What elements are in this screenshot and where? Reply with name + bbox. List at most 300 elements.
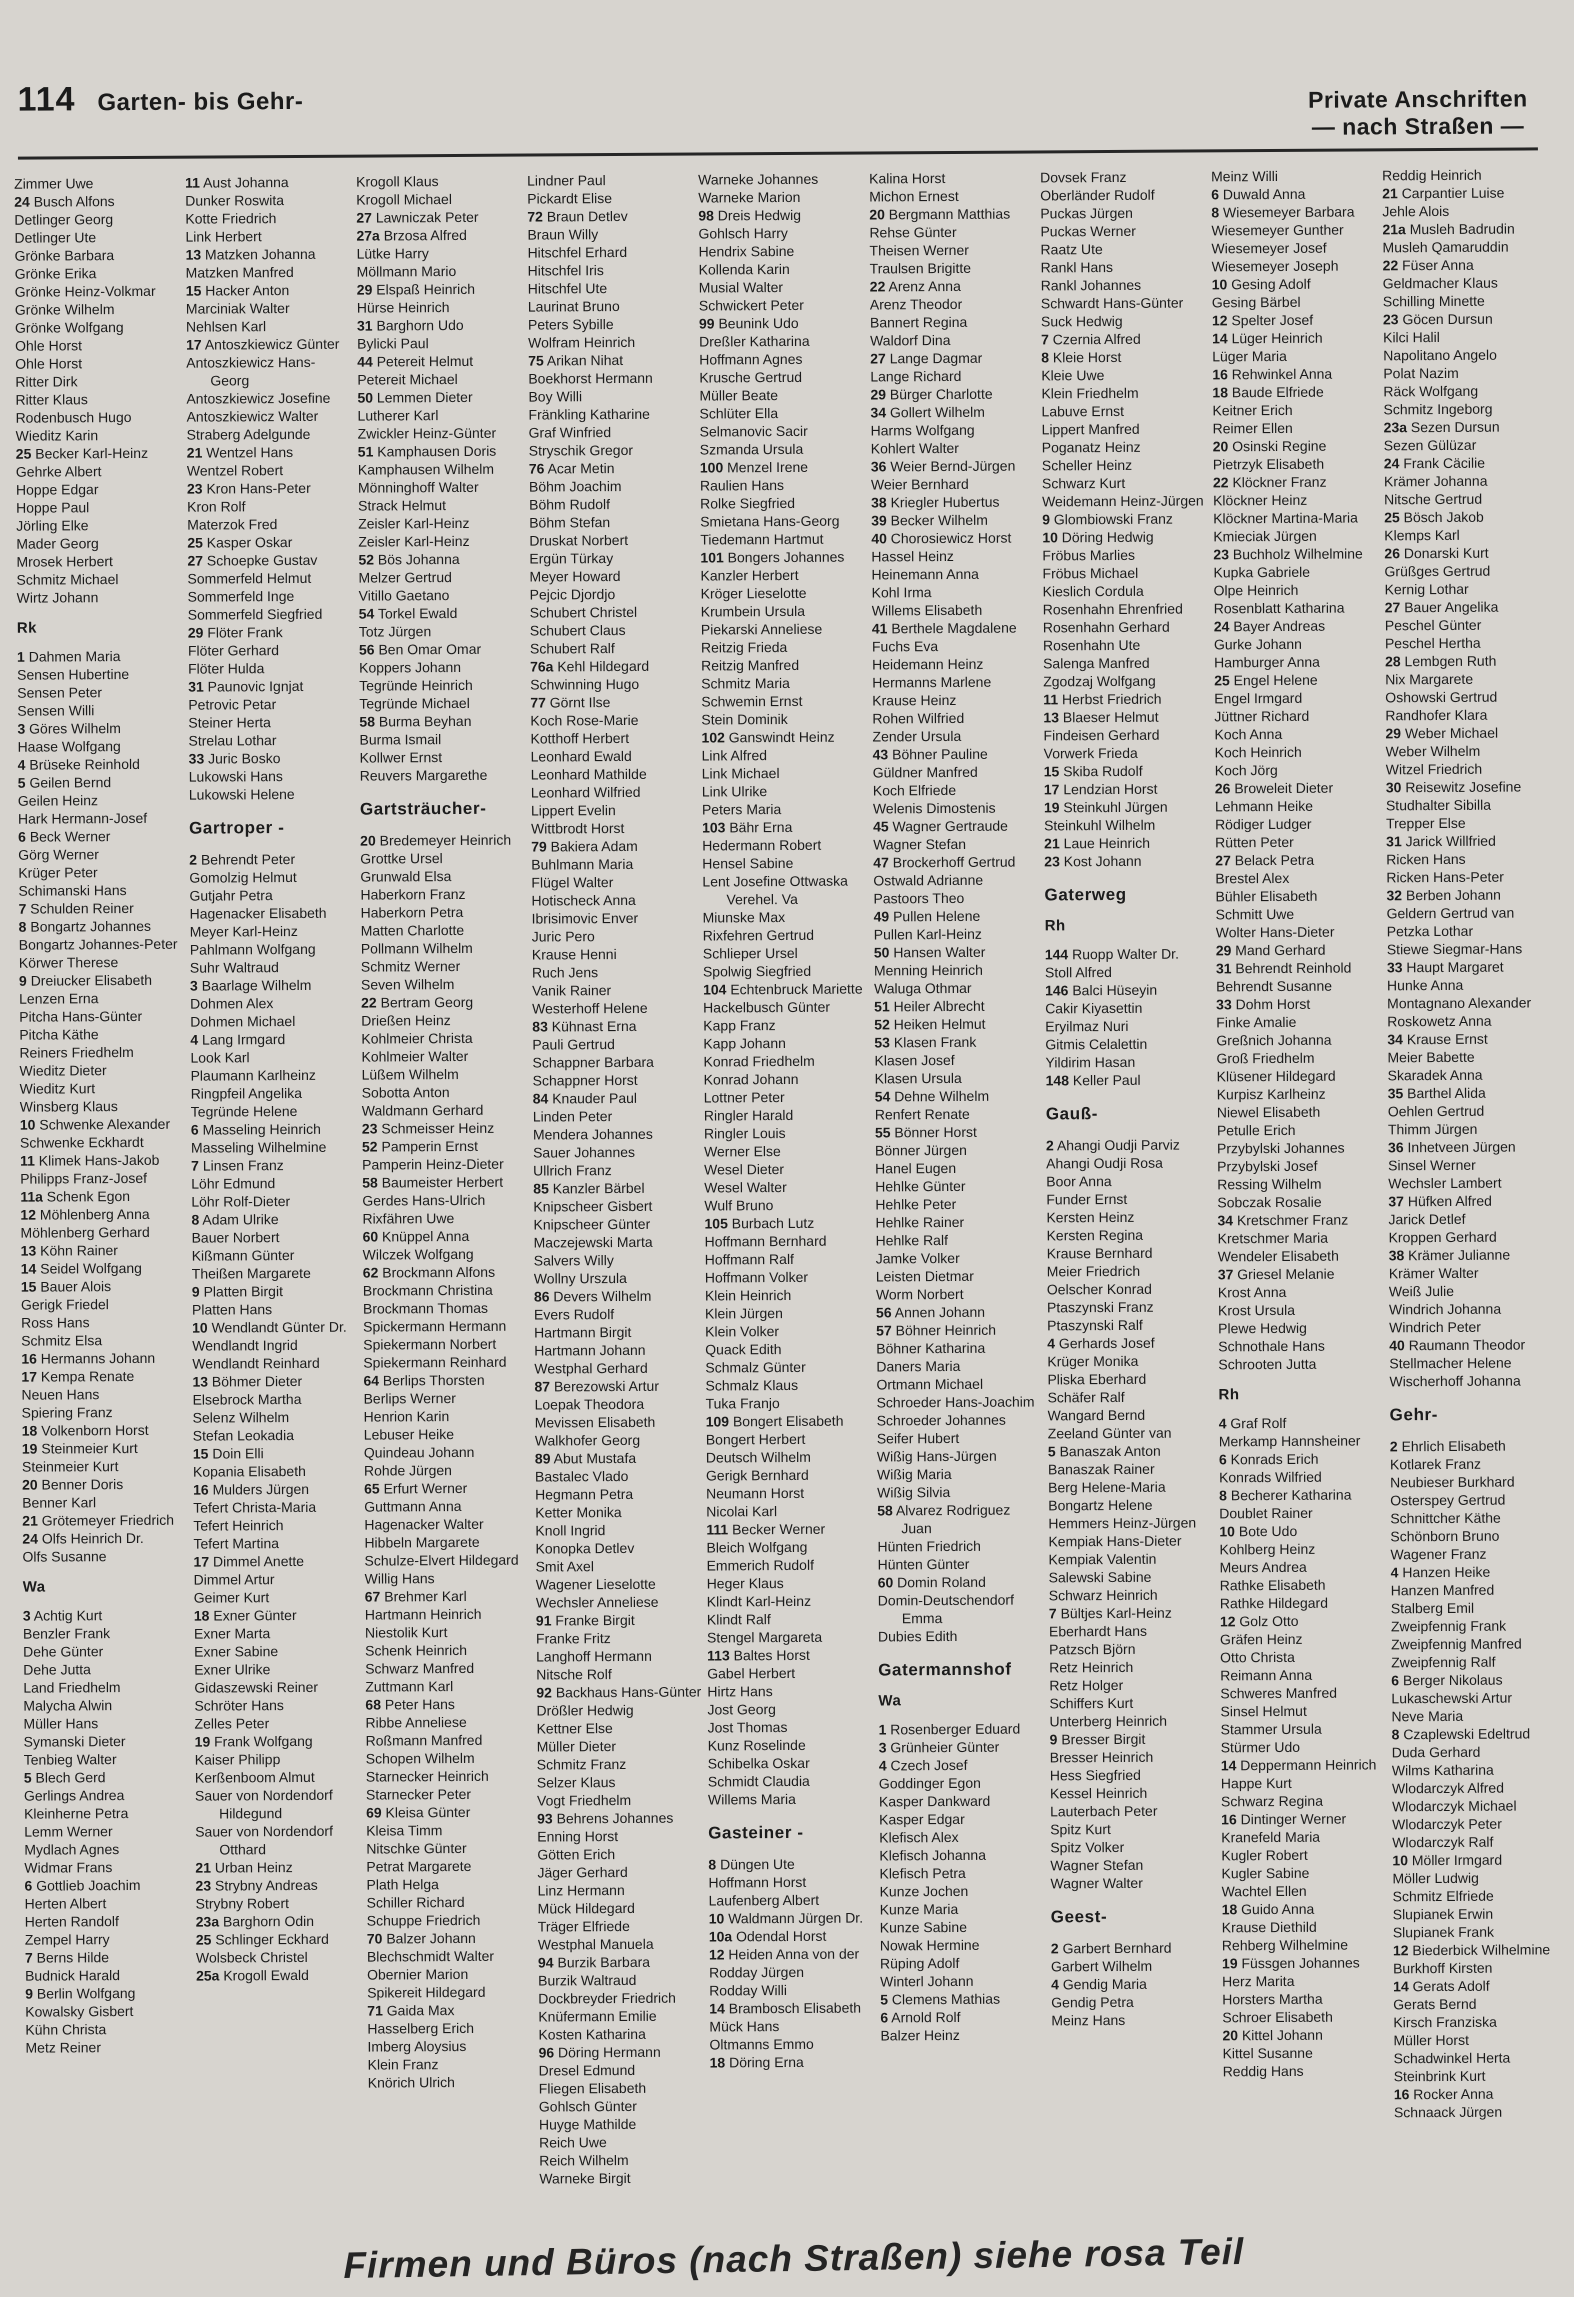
directory-entry: 13 Köhn Rainer bbox=[20, 1242, 118, 1259]
directory-entry: 21a Musleh Badrudin bbox=[1382, 220, 1515, 238]
district-heading: Rh bbox=[1218, 1386, 1240, 1404]
directory-entry: Detlinger Ute bbox=[14, 229, 97, 246]
directory-entry: 41 Berthele Magdalene bbox=[871, 619, 1017, 637]
directory-entry: 9 Platten Birgit bbox=[191, 1283, 283, 1300]
directory-entry: Finke Amalie bbox=[1216, 1013, 1297, 1031]
directory-entry: Kleisa Timm bbox=[366, 1822, 443, 1839]
directory-entry: Vogt Friedhelm bbox=[536, 1791, 632, 1809]
directory-entry: Reimer Ellen bbox=[1212, 419, 1293, 437]
directory-entry: Steinbrink Kurt bbox=[1393, 2067, 1486, 2085]
directory-entry: Ibrisimovic Enver bbox=[531, 909, 639, 927]
directory-entry: Krumbein Ursula bbox=[700, 602, 806, 620]
directory-entry: Duda Gerhard bbox=[1391, 1743, 1481, 1761]
directory-entry: Zweipfennig Manfred bbox=[1391, 1635, 1522, 1653]
directory-entry: Böhm Stefan bbox=[529, 514, 611, 531]
directory-entry: Loepak Theodora bbox=[534, 1395, 645, 1413]
directory-entry: Klasen Ursula bbox=[874, 1069, 962, 1087]
directory-entry: Kempiak Hans-Dieter bbox=[1048, 1532, 1182, 1550]
directory-entry: Hoffmann Agnes bbox=[699, 350, 803, 368]
directory-entry: 34 Gollert Wilhelm bbox=[870, 403, 985, 421]
directory-entry: Warneke Birgit bbox=[539, 2169, 631, 2187]
directory-entry: Otto Christa bbox=[1220, 1648, 1295, 1666]
directory-entry: Gerdes Hans-Ulrich bbox=[362, 1191, 486, 1209]
directory-entry: Hagenacker Elisabeth bbox=[189, 904, 327, 922]
directory-entry: Emmerich Rudolf bbox=[706, 1556, 814, 1574]
directory-entry: 76a Kehl Hildegard bbox=[530, 657, 650, 675]
directory-entry: Olpe Heinrich bbox=[1213, 581, 1299, 599]
directory-entry: Ringler Louis bbox=[703, 1125, 786, 1142]
directory-entry: 33 Haupt Margaret bbox=[1386, 958, 1504, 976]
directory-entry: Graf Winfried bbox=[528, 424, 612, 441]
directory-entry: 17 Lendzian Horst bbox=[1043, 780, 1158, 798]
directory-entry: Oberländer Rudolf bbox=[1040, 186, 1155, 204]
directory-entry: Waldmann Gerhard bbox=[361, 1101, 484, 1119]
directory-entry: 29 Bürger Charlotte bbox=[870, 385, 993, 403]
directory-entry: Linden Peter bbox=[532, 1108, 613, 1125]
directory-entry: Ketter Monika bbox=[535, 1504, 622, 1521]
directory-entry: Bongartz Helene bbox=[1048, 1496, 1153, 1514]
directory-entry: Scheller Heinz bbox=[1041, 456, 1133, 474]
directory-entry: Schlieper Ursel bbox=[702, 944, 798, 962]
directory-entry: Konopka Detlev bbox=[535, 1539, 635, 1557]
directory-entry: 28 Lembgen Ruth bbox=[1385, 652, 1497, 670]
directory-entry: Schrooten Jutta bbox=[1218, 1355, 1317, 1373]
directory-entry: 19 Steinkuhl Jürgen bbox=[1043, 798, 1168, 816]
directory-entry: Grönke Barbara bbox=[14, 247, 115, 264]
directory-entry: Petrovic Petar bbox=[188, 696, 277, 713]
directory-entry: 60 Knüppel Anna bbox=[362, 1227, 470, 1245]
directory-entry: Fuchs Eva bbox=[871, 638, 939, 655]
directory-entry: Kohlmeier Christa bbox=[361, 1029, 473, 1047]
directory-entry: Selenz Wilhelm bbox=[192, 1409, 290, 1426]
directory-entry: Kerßenboom Almut bbox=[194, 1768, 315, 1786]
directory-entry: Kotthoff Herbert bbox=[530, 729, 630, 747]
directory-entry: Greßnich Johanna bbox=[1216, 1031, 1332, 1049]
directory-entry: Bresser Heinrich bbox=[1049, 1748, 1154, 1766]
directory-entry: Haberkorn Franz bbox=[360, 885, 466, 903]
directory-entry: Ricken Hans bbox=[1386, 850, 1466, 868]
directory-entry: Kanzler Herbert bbox=[700, 566, 799, 584]
directory-entry: Cakir Kiyasettin bbox=[1045, 999, 1143, 1017]
directory-entry: Schmitz Maria bbox=[701, 674, 790, 692]
directory-entry: 109 Bongert Elisabeth bbox=[705, 1412, 844, 1430]
directory-entry: 40 Raumann Theodor bbox=[1389, 1336, 1526, 1354]
column-9 bbox=[1382, 165, 1560, 2216]
directory-entry: Boor Anna bbox=[1046, 1173, 1112, 1190]
directory-entry: 54 Torkel Ewald bbox=[358, 605, 458, 622]
directory-entry: 64 Berlips Thorsten bbox=[363, 1371, 485, 1389]
directory-entry: Wangard Bernd bbox=[1047, 1406, 1146, 1424]
directory-entry: Leonhard Mathilde bbox=[530, 765, 647, 783]
directory-entry: Henrion Karin bbox=[363, 1408, 450, 1425]
directory-entry: 32 Berben Johann bbox=[1386, 886, 1501, 904]
directory-entry: Konrad Friedhelm bbox=[703, 1052, 815, 1070]
directory-entry: 40 Chorosiewicz Horst bbox=[871, 529, 1012, 547]
directory-entry: Budnick Harald bbox=[25, 1967, 121, 1984]
directory-entry: Hibbeln Margarete bbox=[364, 1533, 480, 1551]
directory-entry: Gidaszewski Reiner bbox=[194, 1678, 319, 1696]
directory-entry: Lippert Evelin bbox=[530, 802, 616, 819]
directory-entry: Dubies Edith bbox=[877, 1627, 958, 1645]
directory-entry: Ostwald Adrianne bbox=[873, 871, 984, 889]
directory-entry: Wendeler Elisabeth bbox=[1217, 1247, 1339, 1265]
directory-entry: Wieditz Kurt bbox=[19, 1080, 96, 1097]
directory-entry: Heger Klaus bbox=[706, 1575, 784, 1592]
directory-entry: 6 Masseling Heinrich bbox=[190, 1120, 321, 1138]
directory-entry: Schröter Hans bbox=[194, 1697, 284, 1714]
directory-entry: Goddinger Egon bbox=[878, 1774, 981, 1792]
directory-entry: Kasper Dankward bbox=[878, 1792, 991, 1810]
directory-entry: Stalberg Emil bbox=[1390, 1599, 1475, 1617]
directory-entry: Szmanda Ursula bbox=[699, 440, 804, 458]
directory-entry: Sensen Hubertine bbox=[17, 666, 130, 683]
directory-entry: 18 Guido Anna bbox=[1221, 1900, 1315, 1918]
directory-entry: 7 Czernia Alfred bbox=[1041, 330, 1141, 348]
directory-entry: Gendig Petra bbox=[1051, 1993, 1134, 2011]
district-heading: Rk bbox=[16, 619, 38, 637]
directory-entry: 27 Lange Dagmar bbox=[870, 349, 983, 367]
directory-entry: Hehlke Ralf bbox=[875, 1232, 949, 1249]
directory-entry: 8 Adam Ulrike bbox=[191, 1211, 279, 1228]
directory-entry: Link Michael bbox=[701, 765, 780, 782]
directory-entry: Meier Friedrich bbox=[1046, 1262, 1141, 1280]
directory-entry: 44 Petereit Helmut bbox=[357, 352, 474, 370]
directory-entry: Sommerfeld Siegfried bbox=[187, 605, 323, 623]
directory-entry: Behrendt Susanne bbox=[1215, 977, 1333, 995]
directory-entry: Napolitano Angelo bbox=[1383, 346, 1497, 364]
directory-entry: Petrat Margarete bbox=[366, 1857, 472, 1875]
directory-entry: Wißig Silvia bbox=[877, 1484, 951, 1501]
directory-entry: Petereit Michael bbox=[357, 370, 458, 388]
directory-entry: 148 Keller Paul bbox=[1045, 1071, 1141, 1089]
directory-entry: 68 Peter Hans bbox=[365, 1696, 455, 1713]
directory-entry: 55 Bönner Horst bbox=[874, 1123, 977, 1141]
directory-entry: Ullrich Franz bbox=[533, 1162, 612, 1179]
directory-entry: Lukowski Helene bbox=[188, 786, 295, 803]
directory-entry: Benzler Frank bbox=[22, 1625, 111, 1642]
directory-entry: Hedermann Robert bbox=[702, 836, 822, 854]
directory-entry: Wieditz Dieter bbox=[19, 1062, 107, 1079]
directory-entry: Elsebrock Martha bbox=[192, 1390, 302, 1408]
directory-entry: Sobczak Rosalie bbox=[1217, 1193, 1322, 1211]
directory-entry: Malycha Alwin bbox=[23, 1697, 113, 1714]
directory-entry: Land Friedhelm bbox=[23, 1679, 121, 1696]
directory-entry: 37 Griesel Melanie bbox=[1217, 1265, 1335, 1283]
directory-entry: Kugler Robert bbox=[1221, 1846, 1308, 1864]
district-heading: Wa bbox=[878, 1692, 902, 1710]
directory-entry: 8 Becherer Katharina bbox=[1219, 1486, 1352, 1504]
directory-entry: 35 Barthel Alida bbox=[1387, 1084, 1486, 1102]
directory-entry: Schroer Elisabeth bbox=[1222, 2008, 1333, 2026]
directory-entry: 89 Abut Mustafa bbox=[534, 1449, 637, 1467]
directory-entry: Schnittcher Käthe bbox=[1390, 1509, 1501, 1527]
directory-entry: Lottner Peter bbox=[703, 1089, 785, 1106]
directory-entry: 20 Kittel Johann bbox=[1222, 2026, 1323, 2044]
directory-entry: 16 Rehwinkel Anna bbox=[1212, 365, 1333, 383]
directory-entry: Eryilmaz Nuri bbox=[1045, 1017, 1129, 1035]
directory-entry: 21 Grötemeyer Friedrich bbox=[22, 1511, 175, 1529]
directory-entry: Hamburger Anna bbox=[1214, 653, 1320, 671]
directory-entry: Wlodarczyk Peter bbox=[1392, 1815, 1502, 1833]
directory-entry: Salewski Sabine bbox=[1048, 1568, 1152, 1586]
directory-entry: 14 Lüger Heinrich bbox=[1212, 329, 1323, 347]
directory-entry: Nicolai Karl bbox=[706, 1503, 778, 1520]
page-title: Garten- bis Gehr- bbox=[97, 87, 304, 117]
directory-entry: Kaiser Philipp bbox=[194, 1751, 281, 1768]
directory-entry: Bleich Wolfgang bbox=[706, 1538, 808, 1556]
directory-entry: 7 Berns Hilde bbox=[24, 1949, 110, 1966]
directory-entry: Schwarz Heinrich bbox=[1048, 1586, 1158, 1604]
directory-entry: 12 Spelter Josef bbox=[1211, 311, 1314, 329]
directory-entry: Hartmann Heinrich bbox=[364, 1605, 482, 1623]
directory-entry: Rosenhahn Ehrenfried bbox=[1042, 600, 1183, 618]
directory-entry: Klefisch Petra bbox=[879, 1864, 966, 1882]
directory-entry: 8 Bongartz Johannes bbox=[18, 917, 152, 935]
directory-entry: Vitillo Gaetano bbox=[358, 587, 450, 604]
directory-entry: 102 Ganswindt Heinz bbox=[701, 728, 835, 746]
directory-entry: Wachtel Ellen bbox=[1221, 1882, 1307, 1900]
column-5 bbox=[698, 170, 876, 2221]
directory-entry: Kohlberg Heinz bbox=[1219, 1540, 1316, 1558]
directory-entry: 4 Hanzen Heike bbox=[1390, 1563, 1491, 1581]
directory-entry: Hehlke Peter bbox=[875, 1195, 957, 1213]
directory-entry: 39 Becker Wilhelm bbox=[871, 511, 988, 529]
directory-entry: Wagner Stefan bbox=[1050, 1856, 1144, 1874]
directory-entry: Kretschmer Maria bbox=[1217, 1229, 1329, 1247]
directory-entry: Jäger Gerhard bbox=[537, 1863, 628, 1881]
directory-entry: 12 Heiden Anna von der bbox=[708, 1945, 860, 1963]
street-heading: Gartroper - bbox=[188, 818, 285, 838]
directory-entry: Selzer Klaus bbox=[536, 1774, 616, 1791]
directory-entry: Lindner Paul bbox=[527, 172, 606, 189]
directory-entry: Peschel Hertha bbox=[1384, 634, 1481, 652]
directory-entry: 11 Aust Johanna bbox=[185, 174, 289, 191]
directory-entry: Exner Marta bbox=[193, 1625, 271, 1642]
directory-entry: Gerlings Andrea bbox=[23, 1787, 125, 1804]
street-heading: Gatermannshof bbox=[878, 1659, 1012, 1680]
directory-entry: Harms Wolfgang bbox=[870, 421, 975, 439]
directory-entry: Wagner Stefan bbox=[873, 835, 967, 853]
directory-entry: Schimanski Hans bbox=[18, 882, 127, 899]
directory-entry: Bylicki Paul bbox=[357, 335, 429, 352]
directory-entry: Raulien Hans bbox=[699, 477, 785, 494]
directory-entry: 2 Garbert Bernhard bbox=[1050, 1939, 1172, 1957]
directory-entry: Windrich Peter bbox=[1389, 1318, 1481, 1336]
directory-entry: Hanzen Manfred bbox=[1390, 1581, 1495, 1599]
directory-entry: Kirsch Franziska bbox=[1393, 2013, 1497, 2031]
directory-entry: Lebuser Heike bbox=[363, 1426, 455, 1443]
directory-entry: Tefert Christa-Maria bbox=[193, 1498, 317, 1516]
directory-entry: Leonhard Ewald bbox=[530, 747, 632, 765]
directory-entry: Kernig Lothar bbox=[1384, 580, 1469, 598]
directory-entry: 23 Buchholz Wilhelmine bbox=[1213, 545, 1363, 563]
directory-entry: Nowak Hermine bbox=[879, 1936, 980, 1954]
directory-entry: Hürse Heinrich bbox=[356, 299, 450, 316]
directory-entry: Masseling Wilhelmine bbox=[190, 1138, 327, 1156]
directory-entry: Rolke Siegfried bbox=[700, 494, 796, 512]
directory-entry: Hehlke Rainer bbox=[875, 1213, 965, 1231]
directory-entry: Sezen Gülüzar bbox=[1383, 436, 1477, 454]
directory-entry: 34 Kretschmer Franz bbox=[1217, 1211, 1349, 1229]
directory-entry: Oelscher Konrad bbox=[1046, 1280, 1152, 1298]
directory-entry: Stryschik Gregor bbox=[528, 441, 634, 459]
directory-entry: Krämer Walter bbox=[1388, 1264, 1479, 1282]
directory-entry: Witzel Friedrich bbox=[1385, 760, 1483, 778]
directory-entry: Braun Willy bbox=[527, 226, 599, 243]
directory-entry: Bastalec Vlado bbox=[534, 1467, 629, 1485]
directory-entry: 104 Echtenbruck Mariette bbox=[702, 980, 863, 998]
directory-entry: Sommerfeld Inge bbox=[187, 587, 295, 605]
directory-entry: 3 Baarlage Wilhelm bbox=[189, 976, 312, 994]
directory-entry: 23a Barghorn Odin bbox=[195, 1912, 315, 1930]
directory-entry: Trepper Else bbox=[1385, 814, 1466, 832]
directory-entry: Garbert Wilhelm bbox=[1050, 1957, 1153, 1975]
directory-entry: Berg Helene-Maria bbox=[1048, 1478, 1166, 1496]
directory-entry: 50 Hansen Walter bbox=[873, 943, 986, 961]
directory-entry: Salenga Manfred bbox=[1043, 654, 1150, 672]
directory-entry: Westphal Gerhard bbox=[534, 1359, 648, 1377]
directory-entry: Schäfer Ralf bbox=[1047, 1388, 1125, 1406]
directory-entry: Wißig Maria bbox=[876, 1466, 952, 1483]
directory-entry: 6 Konrads Erich bbox=[1218, 1450, 1319, 1468]
directory-entry: Evers Rudolf bbox=[533, 1306, 615, 1323]
directory-entry: Konrads Wilfried bbox=[1218, 1468, 1322, 1486]
directory-entry: Domin-Deutschendorf Emma bbox=[877, 1591, 1014, 1627]
directory-entry: Melzer Gertrud bbox=[358, 569, 452, 586]
directory-entry: Merkamp Hannsheiner bbox=[1218, 1432, 1361, 1450]
directory-entry: 14 Brambosch Elisabeth bbox=[709, 1999, 862, 2017]
directory-entry: 6 Berger Nikolaus bbox=[1391, 1671, 1503, 1689]
directory-entry: 60 Domin Roland bbox=[877, 1573, 986, 1591]
directory-entry: Obernier Marion bbox=[367, 1965, 469, 1983]
directory-entry: Winsberg Klaus bbox=[19, 1098, 118, 1115]
directory-entry: 23 Göcen Dursun bbox=[1382, 310, 1493, 328]
directory-entry: Kittel Susanne bbox=[1222, 2044, 1313, 2062]
directory-entry: 15 Bauer Alois bbox=[20, 1278, 112, 1295]
directory-entry: 52 Pamperin Ernst bbox=[361, 1137, 478, 1155]
directory-entry: Klefisch Johanna bbox=[879, 1846, 987, 1864]
directory-entry: Schwinning Hugo bbox=[530, 675, 640, 693]
directory-entry: Kühn Christa bbox=[25, 2021, 107, 2038]
directory-entry: 24 Olfs Heinrich Dr. bbox=[22, 1529, 144, 1547]
directory-entry: 31 Paunovic Ignjat bbox=[188, 677, 304, 695]
directory-entry: Strack Helmut bbox=[358, 497, 447, 514]
column-3 bbox=[356, 172, 534, 2223]
directory-entry: Hitschfel Erhard bbox=[527, 243, 628, 261]
directory-entry: 24 Frank Cäcilie bbox=[1383, 454, 1486, 472]
directory-entry: 17 Kempa Renate bbox=[21, 1367, 135, 1385]
directory-entry: Stammer Ursula bbox=[1220, 1720, 1322, 1738]
directory-entry: Kunze Jochen bbox=[879, 1882, 969, 1900]
directory-entry: Fränkling Katharine bbox=[528, 405, 650, 423]
directory-entry: Meinz Willi bbox=[1211, 167, 1279, 185]
directory-entry: Meinz Hans bbox=[1051, 2011, 1126, 2029]
directory-entry: Stengel Margareta bbox=[706, 1628, 823, 1646]
directory-entry: Weiß Julie bbox=[1388, 1282, 1455, 1300]
directory-entry: 29 Flöter Frank bbox=[187, 624, 283, 641]
directory-entry: Lippert Manfred bbox=[1041, 420, 1140, 438]
directory-entry: Horsters Martha bbox=[1222, 1990, 1323, 2008]
directory-entry: Mader Georg bbox=[16, 535, 99, 552]
directory-entry: Meier Babette bbox=[1387, 1048, 1475, 1066]
directory-entry: Pitcha Hans-Günter bbox=[19, 1007, 143, 1025]
directory-entry: 2 Behrendt Peter bbox=[189, 850, 296, 868]
directory-entry: Funder Ernst bbox=[1046, 1190, 1128, 1208]
directory-entry: Stellmacher Helene bbox=[1389, 1354, 1512, 1372]
directory-entry: Görg Werner bbox=[18, 846, 99, 863]
directory-entry: 113 Baltes Horst bbox=[707, 1646, 810, 1664]
directory-entry: 5 Blech Gerd bbox=[23, 1769, 106, 1786]
directory-entry: Wieditz Karin bbox=[15, 427, 99, 444]
directory-entry: Geldmacher Klaus bbox=[1382, 274, 1498, 292]
directory-entry: Wesel Dieter bbox=[704, 1161, 785, 1178]
directory-entry: Leonhard Wilfried bbox=[530, 783, 641, 801]
directory-entry: Willems Elisabeth bbox=[871, 601, 983, 619]
directory-entry: Gurke Johann bbox=[1213, 635, 1302, 653]
directory-entry: Schuppe Friedrich bbox=[366, 1911, 481, 1929]
directory-entry: Tegründe Michael bbox=[359, 694, 470, 712]
directory-entry: Hunke Anna bbox=[1386, 976, 1464, 994]
directory-entry: Möhlenberg Gerhard bbox=[20, 1223, 150, 1241]
directory-entry: 62 Brockmann Alfons bbox=[362, 1263, 496, 1281]
directory-entry: Kersten Heinz bbox=[1046, 1208, 1135, 1226]
directory-entry: Wentzel Robert bbox=[186, 462, 284, 479]
directory-entry: 14 Seidel Wolfgang bbox=[20, 1259, 142, 1277]
directory-entry: Kugler Sabine bbox=[1221, 1864, 1310, 1882]
directory-entry: Wiesemeyer Josef bbox=[1211, 239, 1327, 257]
directory-entry: Zgodzaj Wolfgang bbox=[1043, 672, 1156, 690]
directory-entry: Link Ulrike bbox=[701, 783, 768, 800]
directory-entry: Krause Henni bbox=[531, 946, 617, 963]
directory-entry: 144 Ruopp Walter Dr. bbox=[1044, 945, 1179, 963]
directory-entry: 105 Burbach Lutz bbox=[704, 1214, 815, 1232]
directory-entry: Spitz Kurt bbox=[1050, 1821, 1111, 1838]
directory-entry: 5 Clemens Mathias bbox=[880, 1990, 1001, 2008]
directory-entry: Gerats Bernd bbox=[1393, 1995, 1477, 2013]
directory-entry: Pliska Eberhard bbox=[1047, 1370, 1147, 1388]
directory-entry: Kosten Katharina bbox=[538, 2025, 646, 2043]
directory-entry: 22 Bertram Georg bbox=[361, 993, 474, 1011]
directory-entry: Zender Ursula bbox=[872, 727, 962, 745]
directory-entry: Kamphausen Wilhelm bbox=[357, 460, 495, 478]
directory-entry: Oshowski Gertrud bbox=[1385, 688, 1498, 706]
directory-entry: Kunze Sabine bbox=[879, 1918, 968, 1936]
directory-entry: Kersten Regina bbox=[1046, 1226, 1144, 1244]
directory-entry: Poganatz Heinz bbox=[1041, 438, 1141, 456]
directory-entry: Tegründe Heinrich bbox=[359, 676, 473, 694]
directory-entry: Westphal Manuela bbox=[537, 1935, 654, 1953]
directory-entry: Grönke Heinz-Volkmar bbox=[14, 282, 156, 300]
directory-entry: Meyer Howard bbox=[529, 568, 621, 585]
directory-entry: 1 Dahmen Maria bbox=[16, 648, 121, 665]
directory-entry: Dreßler Katharina bbox=[699, 332, 810, 350]
directory-entry: Ahangi Oudji Rosa bbox=[1046, 1154, 1163, 1172]
directory-entry: 52 Bös Johanna bbox=[358, 550, 460, 568]
directory-entry: Haase Wolfgang bbox=[17, 738, 121, 755]
directory-entry: Kohlert Walter bbox=[870, 439, 959, 457]
directory-entry: 10 Wendlandt Günter Dr. bbox=[192, 1318, 347, 1336]
directory-entry: Keitner Erich bbox=[1212, 401, 1293, 419]
page-number: 114 bbox=[17, 80, 76, 119]
directory-entry: 27 Schoepke Gustav bbox=[187, 551, 318, 569]
directory-entry: Krogoll Klaus bbox=[356, 173, 439, 190]
directory-entry: Schwenke Eckhardt bbox=[19, 1133, 144, 1151]
directory-entry: 84 Knauder Paul bbox=[532, 1089, 638, 1107]
directory-entry: 50 Lemmen Dieter bbox=[357, 388, 473, 406]
directory-entry: Maczejewski Marta bbox=[533, 1233, 653, 1251]
directory-entry: Wilczek Wolfgang bbox=[362, 1245, 474, 1263]
directory-entry: 2 Ahangi Oudji Parviz bbox=[1045, 1136, 1180, 1154]
